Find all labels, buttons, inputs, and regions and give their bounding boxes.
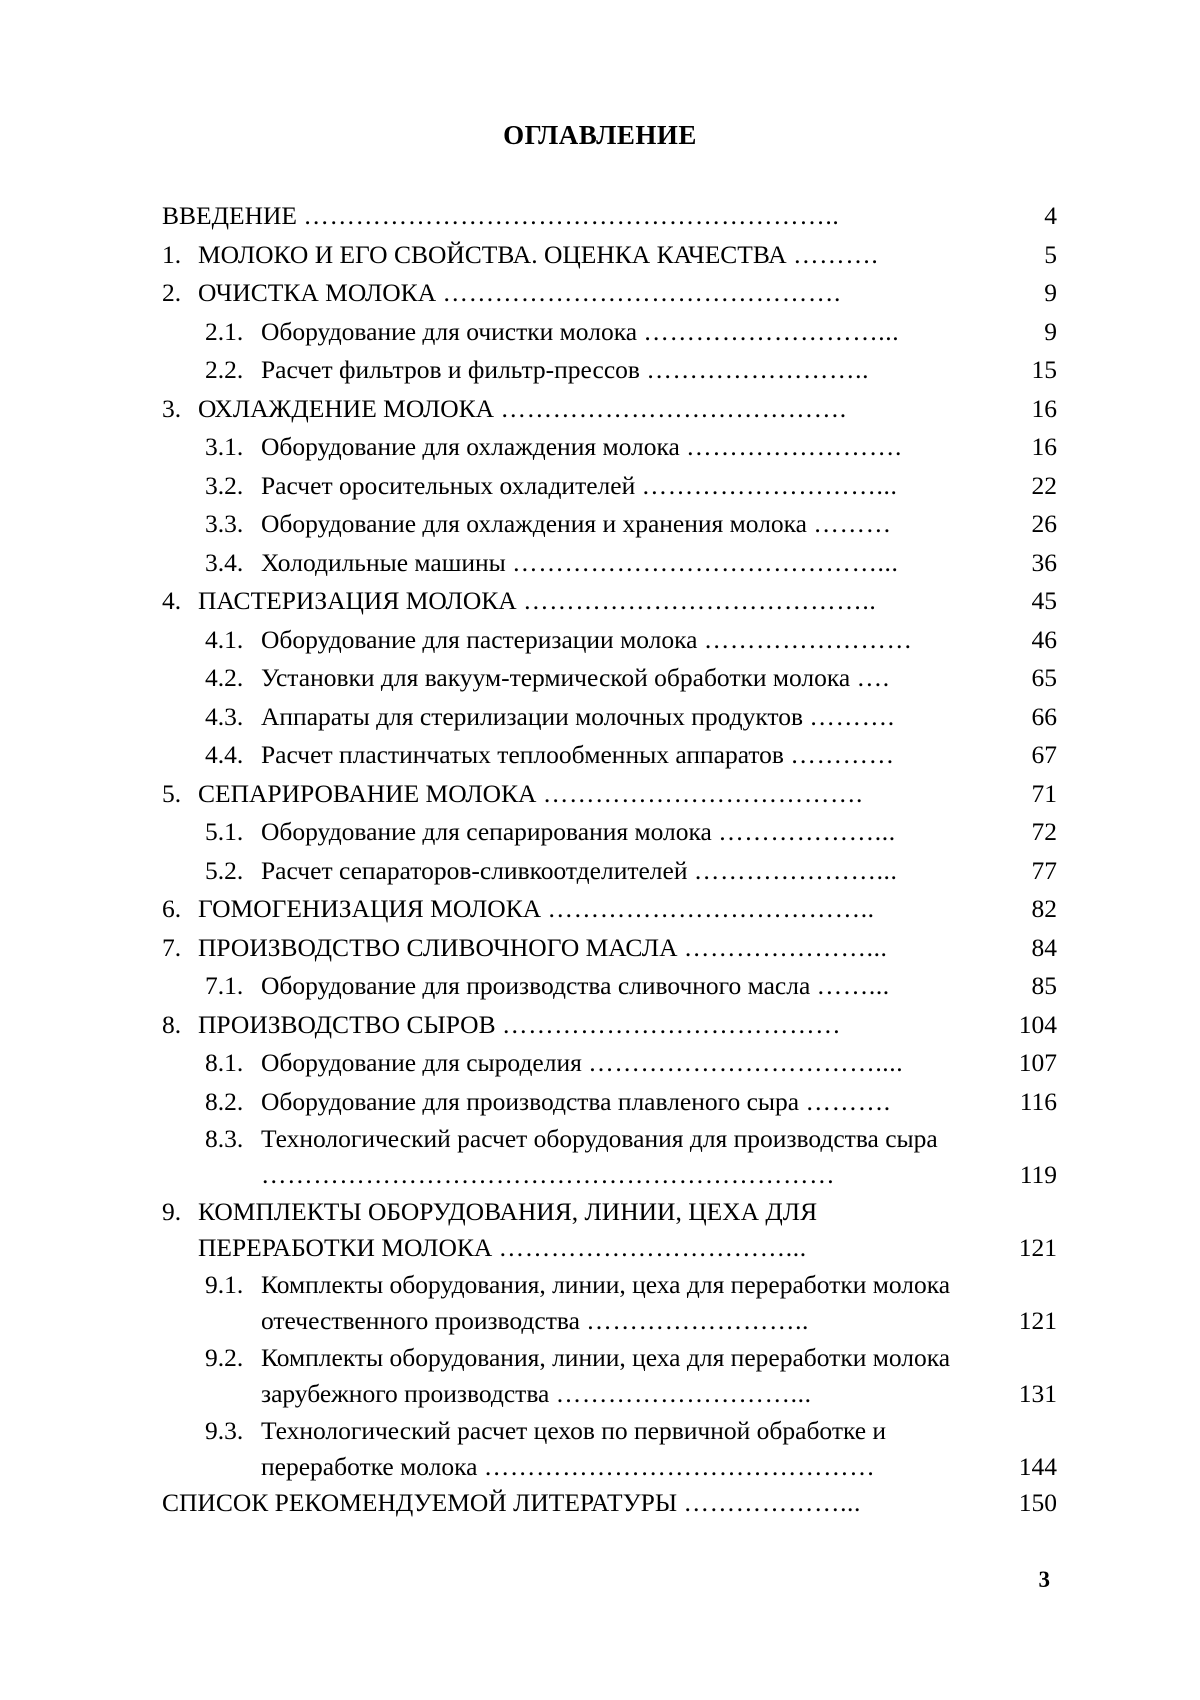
toc-leader-dots: …………………….: [686, 432, 902, 461]
toc-entry-number: 9.: [162, 1197, 182, 1226]
toc-leader-dots: ………………………………..: [547, 894, 875, 923]
toc-entry-number: 5.2.: [205, 855, 244, 885]
toc-entry-page: 26: [1031, 509, 1057, 538]
toc-entry-page: 82: [1031, 894, 1057, 923]
toc-entry[interactable]: [162, 1484, 1057, 1523]
toc-entry-page: 144: [1018, 1451, 1057, 1481]
toc-entry-title: Расчет оросительных охладителей: [261, 470, 636, 500]
toc-leader-dots: ………………………...: [555, 1378, 812, 1408]
toc-subentry[interactable]: [162, 813, 1057, 852]
toc-leader-dots: …………………...: [683, 932, 888, 962]
toc-entry-title: Холодильные машины: [261, 547, 506, 577]
toc-entry-page: 5: [1044, 239, 1057, 269]
toc-entry-number: 3.3.: [205, 509, 244, 538]
toc-entry-page: 65: [1031, 663, 1057, 692]
toc-entry-title: ПРОИЗВОДСТВО СЛИВОЧНОГО МАСЛА: [198, 932, 678, 962]
toc-entry-number: 7.: [162, 932, 182, 962]
toc-entry-title: ГОМОГЕНИЗАЦИЯ МОЛОКА: [198, 894, 542, 923]
toc-leader-dots: ………………...: [718, 817, 896, 846]
toc-entry-page: 15: [1031, 355, 1057, 384]
toc-leader-dots: …………………………………………………………: [261, 1159, 836, 1189]
toc-leader-dots: ……….: [809, 701, 895, 731]
toc-subentry[interactable]: [162, 351, 1057, 390]
toc-entry-page: 77: [1031, 855, 1057, 885]
toc-entry-number: 3.: [162, 393, 182, 423]
toc-entry-title: Оборудование для охлаждения и хранения молока: [261, 509, 807, 538]
toc-subentry[interactable]: [162, 967, 1057, 1006]
toc-entry[interactable]: [162, 274, 1057, 313]
toc-subentry[interactable]: [162, 621, 1057, 660]
toc-entry-number: 8.: [162, 1009, 182, 1039]
toc-entry-title: Оборудование для охлаждения молока: [261, 432, 680, 461]
toc-entry-page: 4: [1044, 201, 1057, 230]
toc-subentry[interactable]: [162, 428, 1057, 467]
toc-entry[interactable]: [162, 1194, 1057, 1265]
toc-entry[interactable]: [162, 582, 1057, 621]
toc-entry-number: 4.4.: [205, 740, 244, 769]
toc-entry-page: 9: [1044, 278, 1057, 307]
toc-entry-number: 8.2.: [205, 1086, 244, 1116]
toc-entry-page: 71: [1031, 778, 1057, 808]
toc-entry-title: СЕПАРИРОВАНИЕ МОЛОКА: [198, 778, 537, 808]
toc-leader-dots: ……….: [805, 1086, 891, 1116]
toc-entry-title: Оборудование для сыроделия: [261, 1048, 582, 1077]
toc-subentry[interactable]: [162, 313, 1057, 352]
toc-entry-number: 3.4.: [205, 547, 244, 577]
toc-entry-title: ВВЕДЕНИЕ: [162, 201, 297, 230]
toc-entry-page: 85: [1031, 971, 1057, 1000]
toc-entry-number: 3.2.: [205, 470, 244, 500]
toc-leader-dots: ….: [856, 663, 890, 692]
toc-subentry[interactable]: [162, 698, 1057, 737]
toc-entry-title: Оборудование для очистки молока: [261, 316, 638, 346]
toc-leader-dots: ……………………………………...: [512, 547, 899, 577]
toc-entry-title: КОМПЛЕКТЫ ОБОРУДОВАНИЯ, ЛИНИИ, ЦЕХА ДЛЯ ПЕРЕРАБОТКИ МОЛОКА: [198, 1197, 818, 1262]
toc-leader-dots: …………: [790, 740, 895, 769]
toc-leader-dots: ………: [813, 509, 892, 538]
toc-subentry[interactable]: [162, 1044, 1057, 1083]
toc-subentry[interactable]: [162, 1340, 1057, 1411]
toc-leader-dots: ……………………: [703, 624, 913, 654]
toc-entry-page: 121: [1018, 1232, 1057, 1262]
toc-subentry[interactable]: [162, 852, 1057, 891]
toc-subentry[interactable]: [162, 544, 1057, 583]
toc-entry-page: 121: [1018, 1305, 1057, 1335]
toc-entry-number: 9.2.: [205, 1343, 244, 1372]
toc-subentry[interactable]: [162, 659, 1057, 698]
toc-leader-dots: ……………………………...: [498, 1232, 807, 1262]
toc-entry-page: 16: [1031, 432, 1057, 461]
toc-entry-title: Расчет сепараторов-сливкоотделителей: [261, 855, 688, 885]
toc-entry-title: Оборудование для производства плавленого сыра: [261, 1086, 800, 1116]
toc-entry-title: Расчет пластинчатых теплообменных аппаратов: [261, 740, 784, 769]
toc-leader-dots: ……………………………………………………..: [303, 201, 840, 230]
toc-entry-title: Установки для вакуум-термической обработки молока: [261, 663, 851, 692]
toc-entry-page: 22: [1031, 470, 1057, 500]
toc-entry-page: 72: [1031, 817, 1057, 846]
toc-entry[interactable]: [162, 890, 1057, 929]
toc-entry-title: Аппараты для стерилизации молочных продуктов: [261, 701, 804, 731]
toc-entry-page: 45: [1031, 586, 1057, 615]
toc-entry-number: 4.1.: [205, 624, 244, 654]
toc-leader-dots: ………………………...: [641, 470, 898, 500]
toc-entry-title: СПИСОК РЕКОМЕНДУЕМОЙ ЛИТЕРАТУРЫ: [162, 1488, 678, 1517]
toc-subentry[interactable]: [162, 736, 1057, 775]
toc-entry-number: 4.: [162, 586, 182, 615]
toc-entry-number: 2.2.: [205, 355, 244, 384]
toc-entry-number: 9.1.: [205, 1270, 244, 1299]
toc-entry-title: Оборудование для пастеризации молока: [261, 624, 698, 654]
toc-entry-number: 4.2.: [205, 663, 244, 692]
toc-entry[interactable]: [162, 929, 1057, 968]
toc-entry[interactable]: [162, 236, 1057, 275]
toc-entry-page: 131: [1018, 1378, 1057, 1408]
toc-entry-page: 46: [1031, 624, 1057, 654]
toc-leader-dots: …………………………………..: [523, 586, 877, 615]
toc-entry[interactable]: [162, 1006, 1057, 1045]
toc-entry-title: ПРОИЗВОДСТВО СЫРОВ: [198, 1009, 496, 1039]
toc-leader-dots: ……….: [793, 239, 879, 269]
toc-subentry[interactable]: [162, 1413, 1057, 1484]
toc-leader-dots: ……………………………………….: [442, 278, 841, 307]
toc-entry-number: 9.3.: [205, 1416, 244, 1445]
toc-entry-number: 3.1.: [205, 432, 244, 461]
toc-entry-title: Оборудование для производства сливочного масла: [261, 971, 811, 1000]
toc-subentry[interactable]: [162, 1083, 1057, 1122]
toc-entry-page: 104: [1018, 1009, 1057, 1039]
toc-entry-page: 66: [1031, 701, 1057, 731]
toc-entry-number: 1.: [162, 239, 182, 269]
toc-entry-title: Комплекты оборудования, линии, цеха для переработки молока отечественного производства: [261, 1270, 951, 1335]
toc-leader-dots: …………………...: [693, 855, 898, 885]
toc-entry-title: МОЛОКО И ЕГО СВОЙСТВА. ОЦЕНКА КАЧЕСТВА: [198, 239, 787, 269]
toc-entry-title: Технологический расчет оборудования для производства сыра: [261, 1124, 938, 1153]
toc-entry-title: Расчет фильтров и фильтр-прессов: [261, 355, 640, 384]
toc-entry-number: 8.1.: [205, 1048, 244, 1077]
toc-entry-title: Комплекты оборудования, линии, цеха для переработки молока зарубежного производства: [261, 1343, 951, 1408]
table-of-contents: [162, 197, 1057, 1523]
toc-leader-dots: ……………………..: [646, 355, 870, 384]
toc-subentry[interactable]: [162, 1267, 1057, 1338]
toc-entry-page: 36: [1031, 547, 1057, 577]
toc-subentry[interactable]: [162, 1121, 1057, 1192]
toc-entry-title: ПАСТЕРИЗАЦИЯ МОЛОКА: [198, 586, 517, 615]
toc-entry-number: 5.1.: [205, 817, 244, 846]
toc-entry[interactable]: [162, 197, 1057, 236]
toc-entry-page: 107: [1018, 1048, 1057, 1077]
toc-leader-dots: …………………………………: [501, 1009, 842, 1039]
toc-entry-title: ОХЛАЖДЕНИЕ МОЛОКА: [198, 393, 495, 423]
toc-entry[interactable]: [162, 390, 1057, 429]
toc-entry-number: 2.: [162, 278, 182, 307]
toc-leader-dots: ………………...: [683, 1488, 861, 1517]
toc-entry-number: 2.1.: [205, 316, 244, 346]
toc-entry-title: Оборудование для сепарирования молока: [261, 817, 712, 846]
toc-entry-page: 119: [1019, 1159, 1057, 1189]
toc-entry[interactable]: [162, 775, 1057, 814]
toc-leader-dots: ………………………...: [643, 316, 900, 346]
toc-entry-page: 84: [1031, 932, 1057, 962]
toc-entry-number: 8.3.: [205, 1124, 244, 1153]
toc-leader-dots: ……………………..: [586, 1305, 810, 1335]
toc-leader-dots: ………………………………….: [500, 393, 847, 423]
toc-title: ОГЛАВЛЕНИЕ: [503, 120, 697, 150]
toc-leader-dots: ……………………………….: [542, 778, 864, 808]
toc-entry-page: 9: [1044, 316, 1057, 346]
toc-leader-dots: ……………………………....: [588, 1048, 904, 1077]
toc-entry-title: Технологический расчет цехов по первичной обработке и переработке молока: [261, 1416, 887, 1481]
toc-entry-title: ОЧИСТКА МОЛОКА: [198, 278, 437, 307]
toc-entry-number: 5.: [162, 778, 182, 808]
toc-entry-number: 7.1.: [205, 971, 244, 1000]
toc-entry-page: 116: [1019, 1086, 1057, 1116]
toc-entry-page: 150: [1018, 1488, 1057, 1517]
page-number: 3: [1038, 1567, 1050, 1592]
toc-entry-number: 4.3.: [205, 701, 244, 731]
toc-subentry[interactable]: [162, 505, 1057, 544]
toc-subentry[interactable]: [162, 467, 1057, 506]
toc-leader-dots: ………………………………………: [483, 1451, 876, 1481]
toc-entry-number: 6.: [162, 894, 182, 923]
toc-entry-page: 67: [1031, 740, 1057, 769]
toc-leader-dots: ……...: [816, 971, 890, 1000]
toc-entry-page: 16: [1031, 393, 1057, 423]
